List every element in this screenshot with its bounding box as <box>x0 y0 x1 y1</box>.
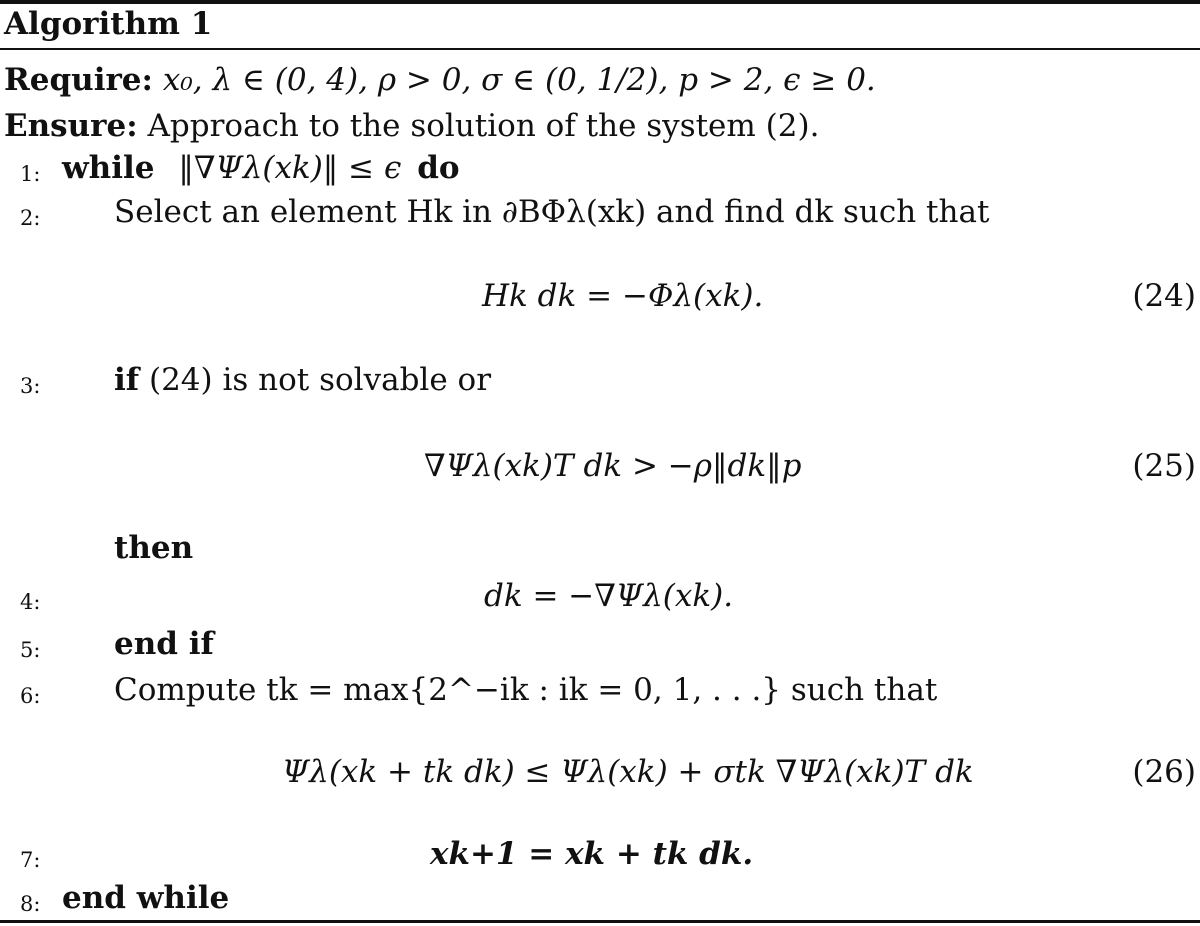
if-keyword: if <box>114 362 140 398</box>
line-number-7: 7: <box>20 848 41 872</box>
line-4-statement: dk = −∇Ψλ(xk). <box>484 578 734 614</box>
if-condition: (24) is not solvable or <box>148 362 492 398</box>
then-keyword: then <box>114 530 194 566</box>
equation-24: Hk dk = −Φλ(xk). <box>482 278 764 314</box>
algorithm-title: Algorithm 1 <box>4 6 213 42</box>
top-rule <box>0 0 1200 4</box>
line-number-4: 4: <box>20 590 41 614</box>
equation-26: Ψλ(xk + tk dk) ≤ Ψλ(xk) + σtk ∇Ψλ(xk)T dk <box>282 754 974 790</box>
line-number-3: 3: <box>20 374 41 398</box>
equation-24-label: (24) <box>1132 278 1196 314</box>
line-1-statement <box>62 150 460 186</box>
line-number-6: 6: <box>20 684 41 708</box>
line-number-5: 5: <box>20 638 41 662</box>
equation-26-label: (26) <box>1132 754 1196 790</box>
ensure-keyword: Ensure: <box>4 108 138 144</box>
line-2-statement: Select an element Hk in ∂BΦλ(xk) and find dk such that <box>114 194 990 230</box>
line-7-statement: xk+1 = xk + tk dk. <box>430 836 754 872</box>
require-text: x₀, λ ∈ (0, 4), ρ > 0, σ ∈ (0, 1/2), p > 2, ϵ ≥ 0. <box>162 62 876 98</box>
line-number-1: 1: <box>20 162 41 186</box>
line-number-8: 8: <box>20 892 41 916</box>
bottom-rule <box>0 920 1200 923</box>
while-keyword: while <box>62 150 155 186</box>
require-line <box>4 62 876 98</box>
ensure-line <box>4 108 819 144</box>
line-3-statement <box>114 362 491 398</box>
line-number-2: 2: <box>20 206 41 230</box>
require-keyword: Require: <box>4 62 153 98</box>
equation-25: ∇Ψλ(xk)T dk > −ρ‖dk‖p <box>424 448 802 484</box>
end-while-keyword: end while <box>62 880 230 916</box>
line-6-statement: Compute tk = max{2^−ik : ik = 0, 1, . . .} such that <box>114 672 938 708</box>
ensure-text: Approach to the solution of the system (2). <box>147 108 820 144</box>
equation-25-label: (25) <box>1132 448 1196 484</box>
end-if-keyword: end if <box>114 626 214 662</box>
do-keyword: do <box>417 150 460 186</box>
header-rule <box>0 48 1200 50</box>
while-condition: ‖∇Ψλ(xk)‖ ≤ ϵ <box>178 150 402 186</box>
